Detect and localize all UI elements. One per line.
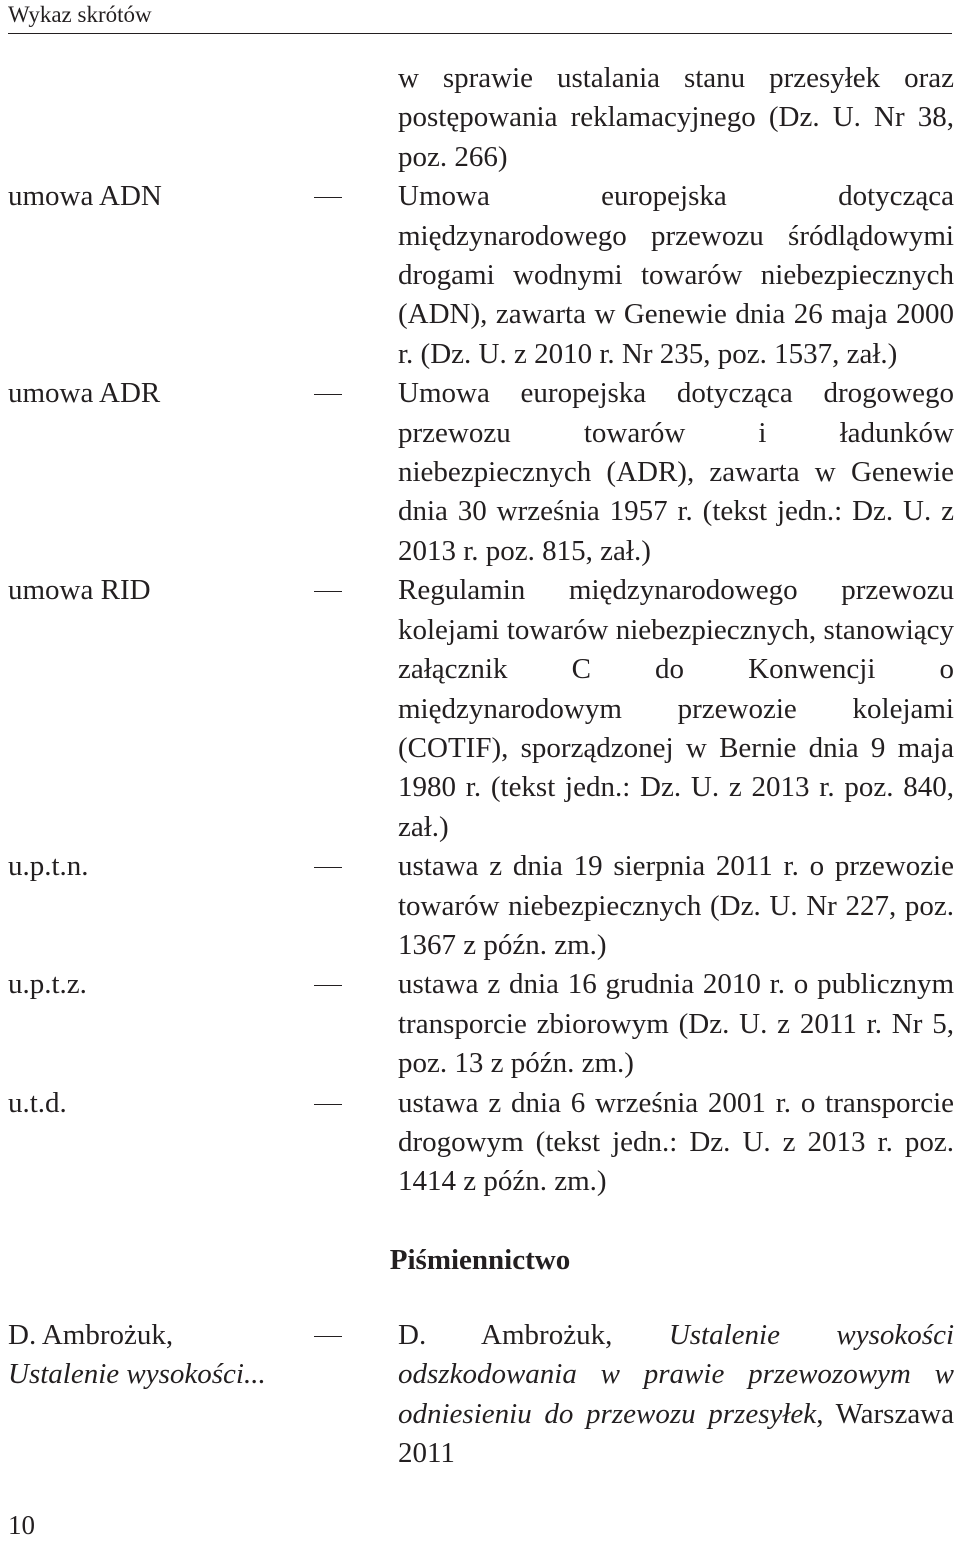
abbreviation-term: umowa ADR xyxy=(8,377,161,410)
abbreviation-entry xyxy=(0,374,960,571)
literature-author: D. Ambrożuk, xyxy=(398,1319,669,1351)
abbreviation-definition: ustawa z dnia 16 grudnia 2010 r. o publicznym transporcie zbiorowym (Dz. U. z 2011 r. Nr 5, poz. 13 z późn. zm.) xyxy=(398,968,954,1080)
running-header xyxy=(8,2,952,34)
dash-separator xyxy=(314,394,342,395)
abbreviation-entry xyxy=(0,847,960,965)
literature-short-title: Ustalenie wysokości... xyxy=(8,1358,266,1391)
dash-separator xyxy=(314,1104,342,1105)
abbreviation-definition: Regulamin międzynarodowego przewozu kolejami towarów niebezpiecznych, stanowiący załącznik C do Konwencji o międzynarodowym przewozie kolejami (COTIF), sporządzonej w Bernie dnia 9 maja 1980 r. (tekst jedn.: Dz. U. z 2013 r. poz. 840, zał.) xyxy=(398,574,954,843)
abbreviation-continuation xyxy=(0,59,960,177)
abbreviation-definition: ustawa z dnia 19 sierpnia 2011 r. o przewozie towarów niebezpiecznych (Dz. U. Nr 227, poz. 1367 z późn. zm.) xyxy=(398,850,954,961)
abbreviation-definition: ustawa z dnia 6 września 2001 r. o transporcie drogowym (tekst jedn.: Dz. U. z 2013 r. poz. 1414 z późn. zm.) xyxy=(398,1086,954,1198)
abbreviation-definition: w sprawie ustalania stanu przesyłek oraz postępowania reklamacyjnego (Dz. U. Nr 38, poz. 266) xyxy=(398,62,954,173)
abbreviation-entry xyxy=(0,965,960,1083)
abbreviation-term: umowa ADN xyxy=(8,180,162,213)
abbreviation-term: umowa RID xyxy=(8,574,151,607)
literature-full-reference xyxy=(398,1316,954,1474)
literature-heading: Piśmiennictwo xyxy=(389,1244,571,1276)
abbreviation-term: u.p.t.n. xyxy=(8,850,89,883)
literature-short-reference xyxy=(8,1316,266,1395)
literature-entry xyxy=(0,1316,960,1474)
dash-separator xyxy=(314,867,342,868)
abbreviation-definition: Umowa europejska dotycząca drogowego przewozu towarów i ładunków niebezpiecznych (ADR), zawarta w Genewie dnia 30 września 1957 r. (tekst jedn.: Dz. U. z 2013 r. poz. 815, zał.) xyxy=(398,377,954,567)
abbreviation-term: u.p.t.z. xyxy=(8,968,87,1001)
abbreviations-list xyxy=(0,59,960,1202)
abbreviation-entry xyxy=(0,571,960,847)
dash-separator xyxy=(314,197,342,198)
page-number: 10 xyxy=(8,1510,35,1540)
dash-separator xyxy=(314,1336,342,1337)
abbreviation-definition: Umowa europejska dotycząca międzynarodowego przewozu śródlądowymi drogami wodnymi towarów niebezpiecznych (ADN), zawarta w Genewie dnia 26 maja 2000 r. (Dz. U. z 2010 r. Nr 235, poz. 1537, zał.) xyxy=(398,180,954,370)
running-header-title: Wykaz skrótów xyxy=(8,2,152,27)
abbreviation-term: u.t.d. xyxy=(8,1086,67,1119)
abbreviation-entry xyxy=(0,177,960,374)
abbreviation-entry xyxy=(0,1084,960,1202)
dash-separator xyxy=(314,985,342,986)
literature-list xyxy=(0,1316,960,1474)
literature-title: Ustalenie wysokości odszkodowania w prawie przewozowym w odniesieniu do przewozu przesyłek xyxy=(398,1319,955,1430)
literature-publication: , Warszawa 2011 xyxy=(398,1397,955,1470)
literature-short-author: D. Ambrożuk, xyxy=(8,1319,174,1351)
dash-separator xyxy=(314,591,342,592)
